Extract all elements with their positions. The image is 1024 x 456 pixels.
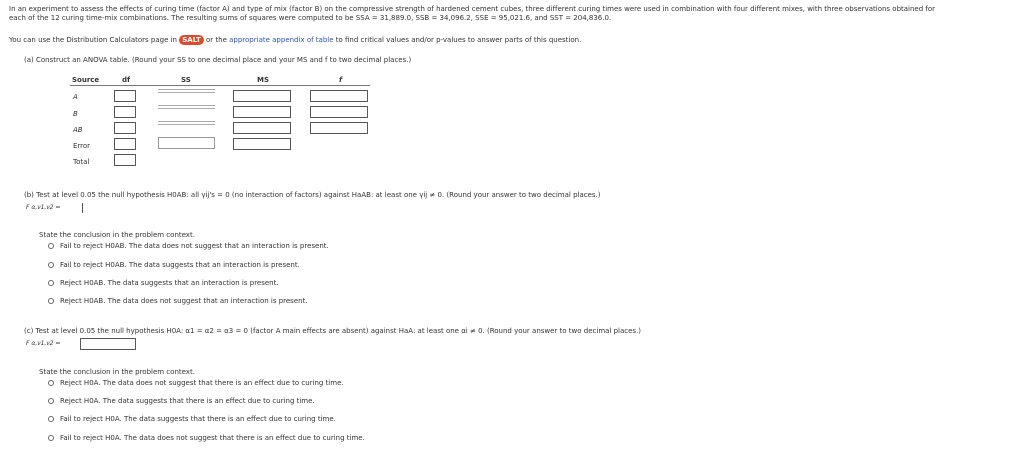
ss-b-line (158, 105, 215, 106)
df-error-input[interactable] (114, 138, 136, 150)
part-a-prompt: (a) Construct an ANOVA table. (Round your SS to one decimal place and your MS and f to two decimal places.) (24, 56, 412, 64)
header-source: Source (72, 76, 100, 84)
df-ab-input[interactable] (114, 122, 136, 134)
radio-icon[interactable] (48, 380, 54, 386)
ms-a-input[interactable] (233, 90, 291, 102)
appendix-link[interactable]: appropriate appendix of table (229, 36, 334, 44)
radio-icon[interactable] (48, 243, 54, 249)
radio-icon[interactable] (48, 398, 54, 404)
ms-ab-input[interactable] (233, 122, 291, 134)
ss-a-line-2 (158, 92, 215, 93)
intro-line-2: each of the 12 curing time-mix combinations. The resulting sums of squares were computed to be SSA = 31,889.0, SSB = 34,096.2, SSE = 95,021.6, and SST = 204,836.0. (9, 14, 612, 22)
header-ss: SS (181, 76, 191, 84)
f-a-input[interactable] (310, 90, 368, 102)
part-c-option-3[interactable] (48, 415, 336, 423)
row-label-error: Error (73, 142, 91, 150)
f-ab-input[interactable] (310, 122, 368, 134)
part-b-conclusion-prompt: State the conclusion in the problem context. (39, 231, 195, 239)
radio-icon[interactable] (48, 262, 54, 268)
calculator-note (9, 35, 581, 45)
part-c-f-label: F α,ν1,ν2 = (26, 340, 61, 347)
ss-b-line-2 (158, 108, 215, 109)
calc-note-text: You can use the Distribution Calculators page in (9, 36, 177, 44)
part-b-f-label: F α,ν1,ν2 = (26, 204, 61, 211)
radio-icon[interactable] (48, 416, 54, 422)
ms-error-input[interactable] (233, 138, 291, 150)
option-label: Reject H0AB. The data suggests that an interaction is present. (60, 279, 279, 287)
part-c-prompt: (c) Test at level 0.05 the null hypothesis H0A: α1 = α2 = α3 = 0 (factor A main effects are absent) against HaA: at least one αi ≠ 0. (Round your answer to two decimal places.) (24, 327, 642, 335)
ss-error-input[interactable] (158, 137, 215, 149)
row-label-ab: AB (73, 126, 83, 134)
row-label-b: B (73, 110, 78, 118)
option-label: Fail to reject H0AB. The data does not suggest that an interaction is present. (60, 242, 329, 250)
df-total-input[interactable] (114, 154, 136, 166)
df-b-input[interactable] (114, 106, 136, 118)
ss-ab-line-2 (158, 124, 215, 125)
row-label-total: Total (73, 158, 90, 166)
ss-a-line (158, 89, 215, 90)
header-f: f (339, 76, 343, 84)
intro-line-1: In an experiment to assess the effects of curing time (factor A) and type of mix (factor B) on the compressive strength of hardened cement cubes, three different curing times were used in combination with four different mixes, with three observations obtained for (9, 5, 936, 13)
calc-note-after: to find critical values and/or p-values to answer parts of this question. (335, 36, 582, 44)
option-label: Fail to reject H0AB. The data suggests that an interaction is present. (60, 261, 300, 269)
table-header-rule (70, 85, 370, 86)
option-label: Fail to reject H0A. The data suggests that there is an effect due to curing time. (60, 415, 336, 423)
part-b-option-4[interactable] (48, 297, 308, 305)
part-c-option-2[interactable] (48, 397, 315, 405)
f-b-input[interactable] (310, 106, 368, 118)
calc-note-or: or the (206, 36, 227, 44)
row-label-a: A (73, 93, 78, 101)
part-b-option-2[interactable] (48, 261, 300, 269)
ms-b-input[interactable] (233, 106, 291, 118)
radio-icon[interactable] (48, 280, 54, 286)
part-c-conclusion-prompt: State the conclusion in the problem context. (39, 368, 195, 376)
header-ms: MS (257, 76, 270, 84)
option-label: Reject H0A. The data does not suggest that there is an effect due to curing time. (60, 379, 344, 387)
ss-ab-line (158, 121, 215, 122)
part-b-option-3[interactable] (48, 279, 279, 287)
header-df: df (122, 76, 131, 84)
option-label: Fail to reject H0A. The data does not suggest that there is an effect due to curing time. (60, 434, 365, 442)
part-b-prompt: (b) Test at level 0.05 the null hypothesis H0AB: all γij's = 0 (no interaction of factors) against HaAB: at least one γij ≠ 0. (Round your answer to two decimal places.) (24, 191, 601, 199)
salt-button[interactable]: SALT (179, 35, 204, 45)
radio-icon[interactable] (48, 298, 54, 304)
option-label: Reject H0AB. The data does not suggest that an interaction is present. (60, 297, 308, 305)
part-b-option-1[interactable] (48, 242, 329, 250)
part-c-f-input[interactable] (80, 338, 136, 350)
df-a-input[interactable] (114, 90, 136, 102)
part-c-option-1[interactable] (48, 379, 344, 387)
option-label: Reject H0A. The data suggests that there is an effect due to curing time. (60, 397, 315, 405)
radio-icon[interactable] (48, 435, 54, 441)
part-b-f-input[interactable] (82, 203, 83, 213)
part-c-option-4[interactable] (48, 434, 365, 442)
